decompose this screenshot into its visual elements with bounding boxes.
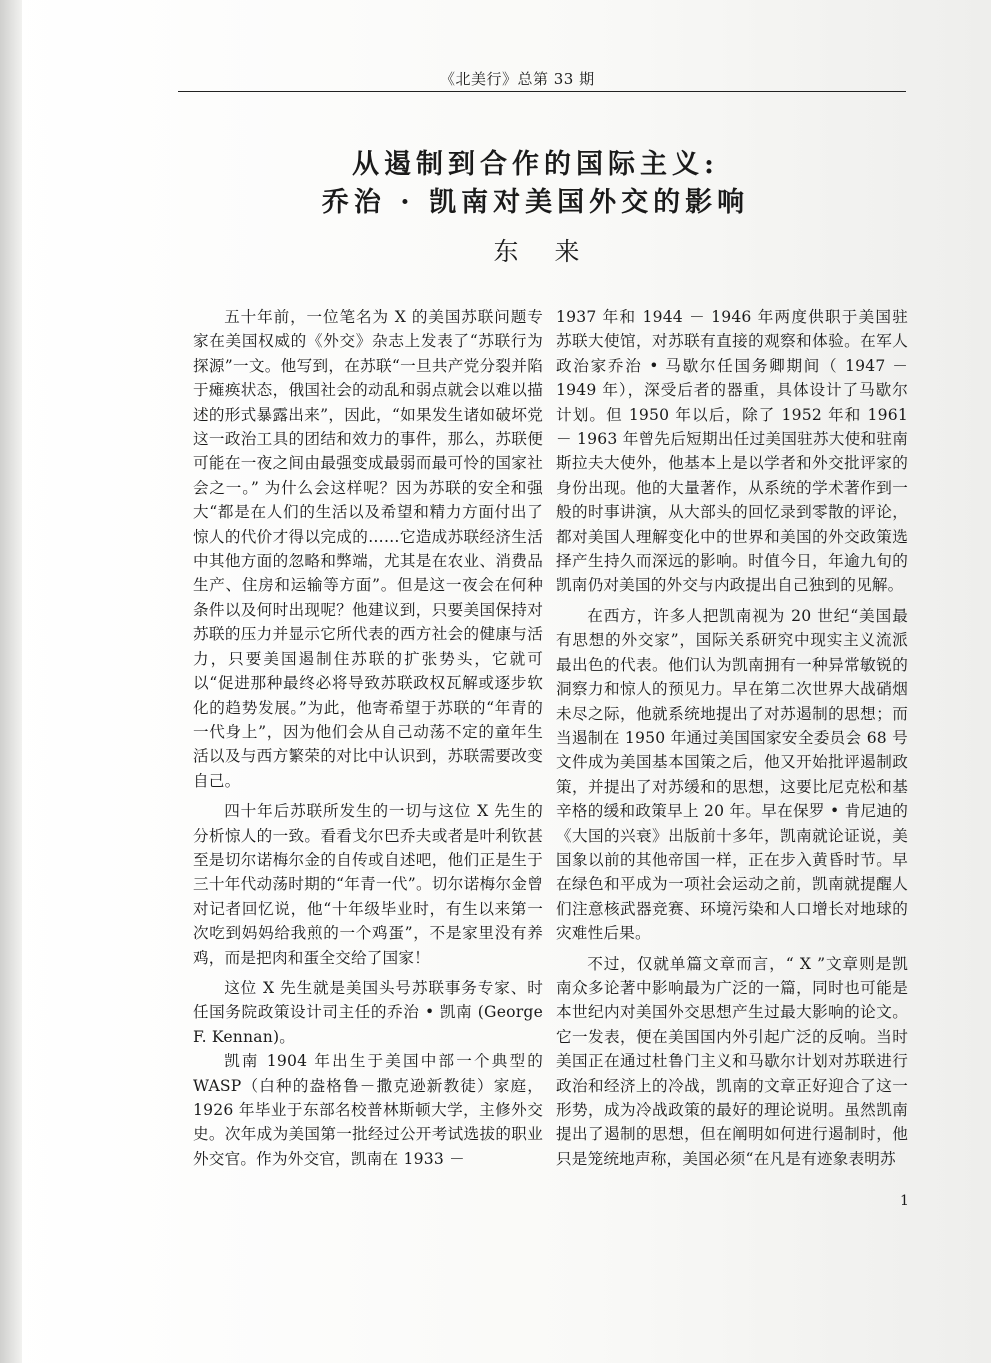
paragraph: 1937 年和 1944 － 1946 年两度供职于美国驻苏联大使馆，对苏联有直接的观察和体验。在军人政治家乔治 • 马歇尔任国务卿期间（ 1947 － 1949 年），深受后者的器重，具体设计了马歇尔计划。但 1950 年以后，除了 1952 年和 1961 － 1963 年曾先后短期出任过美国驻苏大使和驻南斯拉夫大使外，他基本上是以学者和外交批评家的身份出现。他的大量著作，从系统的学术著作到一般的时事讲演，从大部头的回忆录到零散的评论，都对美国人理解变化中的世界和美国的外交政策选择产生持久而深远的影响。时值今日，年逾九旬的凯南仍对美国的外交与内政提出自己独到的见解。 (556, 308, 908, 595)
paragraph: 凯南 1904 年出生于美国中部一个典型的 WASP（白种的盎格鲁－撒克逊新教徒）家庭，1926 年毕业于东部名校普林斯顿大学，主修外交史。次年成为美国第一批经过公开考试选拔的职业外交官。作为外交官，凯南在 1933 － (193, 1052, 543, 1168)
article-title-line-1: 从遏制到合作的国际主义: (352, 149, 719, 180)
paragraph: 四十年后苏联所发生的一切与这位 X 先生的分析惊人的一致。看看戈尔巴乔夫或者是叶利钦甚至是切尔诺梅尔金的自传或自述吧，他们正是生于三十年代动荡时期的“年青一代”。切尔诺梅尔金曾对记者回忆说，他“十年级毕业时，有生以来第一次吃到妈妈给我煎的一个鸡蛋”，不是家里没有养鸡，而是把肉和蛋全交给了国家！ (193, 802, 543, 967)
right-column (556, 305, 908, 1171)
author-name: 东 来 (493, 237, 594, 266)
paragraph: 在西方，许多人把凯南视为 20 世纪“美国最有思想的外交家”，国际关系研究中现实主义流派最出色的代表。他们认为凯南拥有一种异常敏锐的洞察力和惊人的预见力。早在第二次世界大战硝烟未尽之际，他就系统地提出了对苏遏制的思想；而当遏制在 1950 年通过美国国家安全委员会 68 号文件成为美国基本国策之后，他又开始批评遏制政策，并提出了对苏缓和的思想，这要比尼克松和基辛格的缓和政策早上 20 年。早在保罗 • 肯尼迪的《大国的兴衰》出版前十多年，凯南就论证说，美国象以前的其他帝国一样，正在步入黄昏时节。早在绿色和平成为一项社会运动之前，凯南就提醒人们注意核武器竞赛、环境污染和人口增长对地球的灾难性后果。 (556, 606, 908, 943)
binding-shadow (0, 0, 22, 1363)
left-column (193, 305, 543, 1171)
article-title-line-2: 乔治 · 凯南对美国外交的影响 (321, 187, 750, 218)
paragraph: 不过，仅就单篇文章而言，“ X ”文章则是凯南众多论著中影响最为广泛的一篇，同时也可能是本世纪内对美国外交思想产生过最大影响的论文。它一发表，便在美国国内外引起广泛的反响。当时美国正在通过杜鲁门主义和马歇尔计划对苏联进行政治和经济上的冷战，凯南的文章正好迎合了这一形势，成为冷战政策的最好的理论说明。虽然凯南提出了遏制的思想，但在阐明如何进行遏制时，他只是笼统地声称，美国必须“在凡是有迹象表明苏 (556, 954, 908, 1168)
paragraph: 五十年前，一位笔名为 X 的美国苏联问题专家在美国权威的《外交》杂志上发表了“苏联行为探源”一文。他写到，在苏联“一旦共产党分裂并陷于瘫痪状态，俄国社会的动乱和弱点就会以难以描述的形式暴露出来”，因此，“如果发生诸如破坏党这一政治工具的团结和效力的事件，那么，苏联便可能在一夜之间由最强变成最弱而最可怜的国家社会之一。” 为什么会这样呢？因为苏联的安全和强大“都是在人们的生活以及希望和精力方面付出了惊人的代价才得以完成的……它造成苏联经济生活中其他方面的忽略和弊端，尤其是在农业、消费品生产、住房和运输等方面”。但是这一夜会在何种条件以及何时出现呢？他建议到，只要美国保持对苏联的压力并显示它所代表的西方社会的健康与活力，只要美国遏制住苏联的扩张势头，它就可以“促进那种最终必将导致苏联政权瓦解或逐步软化的趋势发展。”为此，他寄希望于苏联的“年青的一代身上”，因为他们会从自己动荡不定的童年生活以及与西方繁荣的对比中认识到，苏联需要改变自己。 (193, 308, 543, 790)
running-head: 《北美行》总第 33 期 (440, 70, 595, 88)
paragraph: 这位 X 先生就是美国头号苏联事务专家、时任国务院政策设计司主任的乔治 • 凯南 (George F. Kennan)。 (193, 978, 543, 1046)
header-rule (178, 91, 906, 92)
page-number: 1 (900, 1193, 909, 1209)
